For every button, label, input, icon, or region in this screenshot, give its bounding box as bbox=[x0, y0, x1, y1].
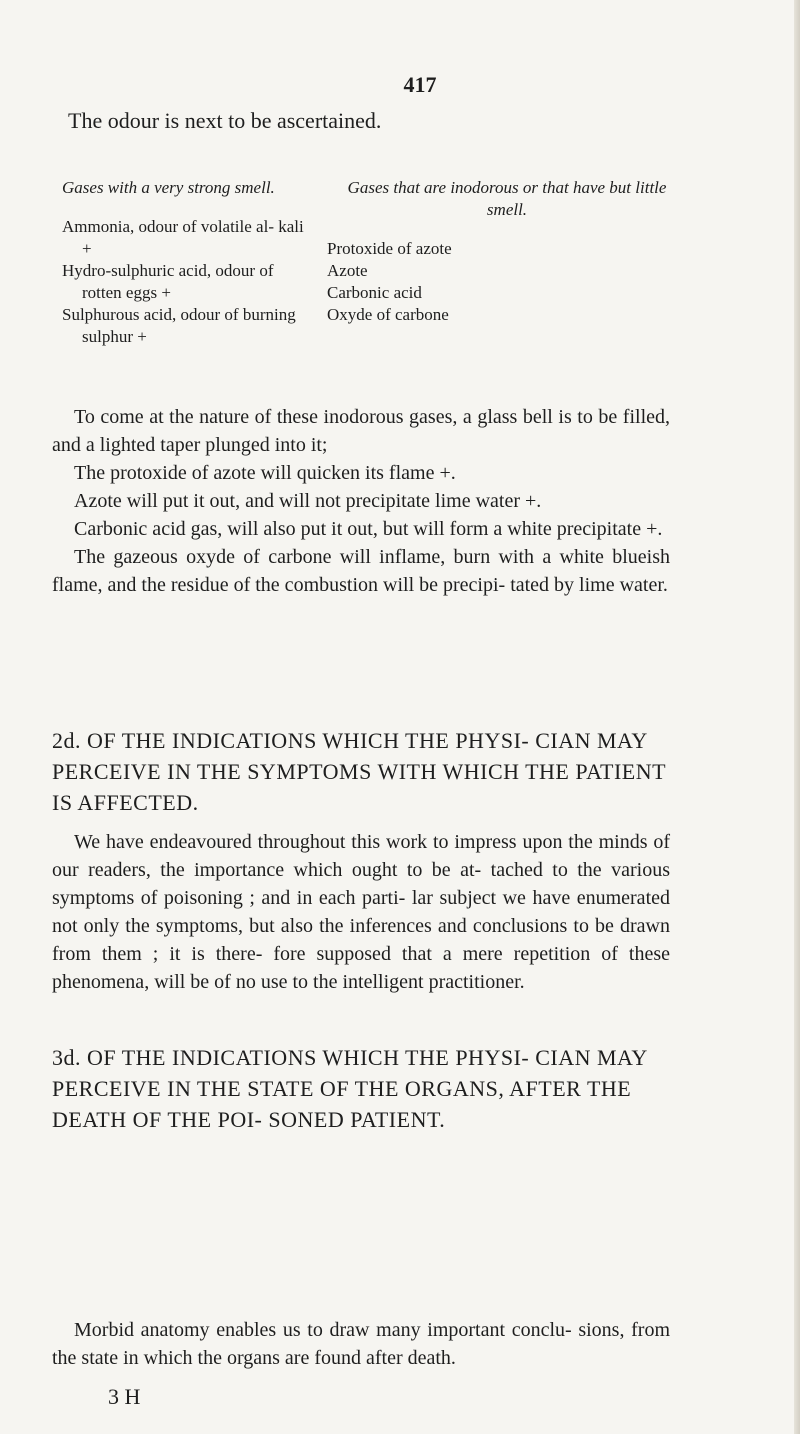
gas-test-paragraphs bbox=[52, 403, 670, 599]
right-column-item: Azote bbox=[327, 261, 368, 280]
organs-section-body bbox=[52, 1316, 670, 1372]
right-column-heading: Gases that are inodorous or that have but little smell. bbox=[347, 178, 667, 219]
right-column-item: Carbonic acid bbox=[327, 283, 422, 302]
right-column-item: Oxyde of carbone bbox=[327, 305, 449, 324]
symptoms-section-body bbox=[52, 828, 670, 996]
right-column-item: Protoxide of azote bbox=[327, 239, 452, 258]
intro-line: The odour is next to be ascertained. bbox=[68, 108, 382, 133]
paragraph: The gazeous oxyde of carbone will inflame, burn with a white blueish flame, and the residue of the combustion will be precipi- tated by lime water. bbox=[52, 546, 670, 596]
paragraph: Azote will put it out, and will not precipitate lime water +. bbox=[74, 490, 542, 512]
left-column-item: Hydro-sulphuric acid, odour of rotten eggs + bbox=[62, 261, 274, 302]
signature-mark: 3 H bbox=[108, 1384, 141, 1409]
page-number: 417 bbox=[403, 72, 437, 97]
paragraph: Morbid anatomy enables us to draw many important conclu- sions, from the state in which the organs are found after death. bbox=[52, 1319, 670, 1369]
paragraph: We have endeavoured throughout this work to impress upon the minds of our readers, the importance which ought to be at- tached to the various symptoms of poisoning ; and in each parti- lar subject we have enumerated not only the symptoms, but also the inferences and conclusions to be drawn from them ; it is there- fore supposed that a mere repetition of these phenomena, will be of no use to the intelligent practitioner. bbox=[52, 831, 670, 993]
left-column-item: Ammonia, odour of volatile al- kali + bbox=[62, 217, 304, 258]
paragraph: Carbonic acid gas, will also put it out, but will form a white precipitate +. bbox=[74, 518, 663, 540]
page-edge bbox=[794, 0, 800, 1434]
paragraph: The protoxide of azote will quicken its flame +. bbox=[74, 462, 456, 484]
section-heading-symptoms: 2d. OF THE INDICATIONS WHICH THE PHYSI- CIAN MAY PERCEIVE IN THE SYMPTOMS WITH WHICH THE PATIENT IS AFFECTED. bbox=[52, 728, 666, 815]
left-column-strong-smell bbox=[62, 177, 317, 348]
left-column-item: Sulphurous acid, odour of burning sulphur + bbox=[62, 305, 296, 346]
left-column-heading: Gases with a very strong smell. bbox=[62, 178, 275, 197]
right-column-inodorous bbox=[327, 177, 687, 326]
paragraph: To come at the nature of these inodorous gases, a glass bell is to be filled, and a lighted taper plunged into it; bbox=[52, 406, 670, 456]
section-heading-organs: 3d. OF THE INDICATIONS WHICH THE PHYSI- CIAN MAY PERCEIVE IN THE STATE OF THE ORGANS, AFTER THE DEATH OF THE POI- SONED PATIENT. bbox=[52, 1045, 648, 1132]
